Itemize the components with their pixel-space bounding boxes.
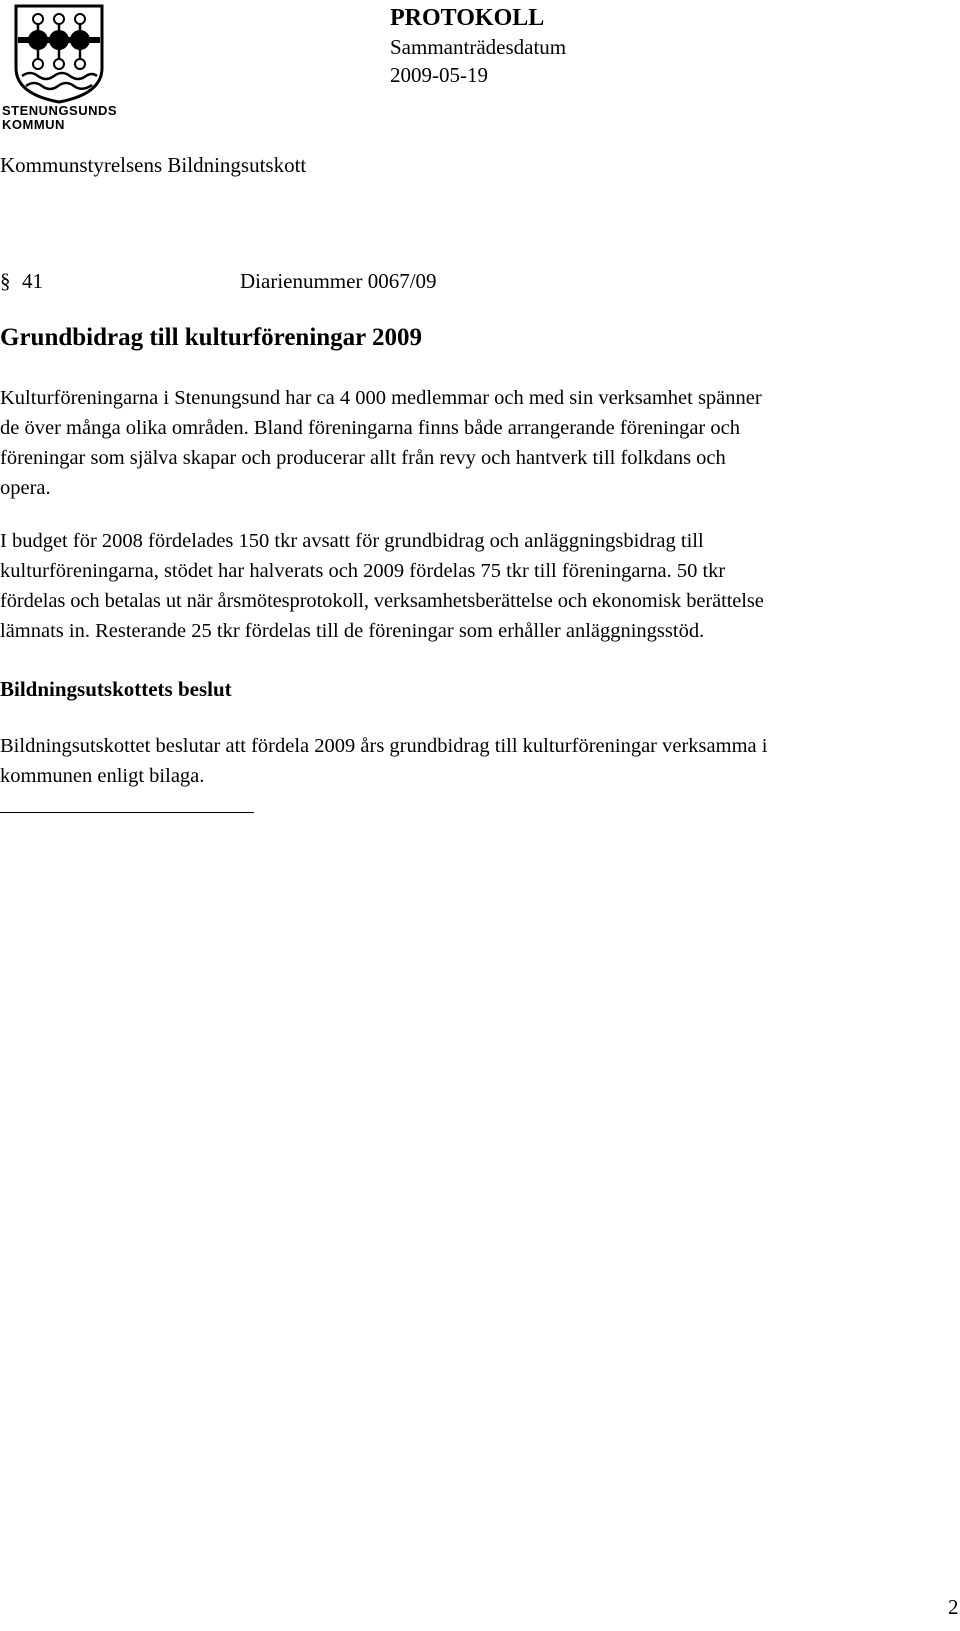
page-number: 2 xyxy=(948,1595,959,1619)
paragraph-line: lämnats in. Resterande 25 tkr fördelas till de föreningar som erhåller anläggningsstöd. xyxy=(0,620,705,642)
section-number: 41 xyxy=(22,269,43,293)
paragraph-line: Bildningsutskottet beslutar att fördela 2009 års grundbidrag till kulturföreningar verksamma i xyxy=(0,735,768,757)
logo-text-line1: STENUNGSUNDS xyxy=(2,103,118,118)
paragraph-line: föreningar som själva skapar och producerar allt från revy och hantverk till folkdans och xyxy=(0,447,726,469)
paragraph-background xyxy=(0,383,960,503)
section-sign: § xyxy=(0,269,11,293)
paragraph-line: fördelas och betalas ut när årsmötesprotokoll, verksamhetsberättelse och ekonomisk berättelse xyxy=(0,590,764,612)
committee-name: Kommunstyrelsens Bildningsutskott xyxy=(0,153,307,177)
page-title: Grundbidrag till kulturföreningar 2009 xyxy=(0,324,423,351)
municipal-logo xyxy=(2,2,120,134)
paragraph-decision xyxy=(0,731,960,791)
document-type: PROTOKOLL xyxy=(390,5,545,31)
paragraph-line: Kulturföreningarna i Stenungsund har ca 4 000 medlemmar och med sin verksamhet spänner xyxy=(0,387,762,409)
signature-rule xyxy=(0,812,254,813)
paragraph-line: opera. xyxy=(0,477,51,499)
meeting-date-label: Sammanträdesdatum xyxy=(390,35,567,59)
paragraph-line: kommunen enligt bilaga. xyxy=(0,765,205,787)
diary-number: Diarienummer 0067/09 xyxy=(240,269,437,293)
paragraph-line: de över många olika områden. Bland föreningarna finns både arrangerande föreningar och xyxy=(0,417,740,439)
paragraph-budget xyxy=(0,526,960,646)
decision-heading: Bildningsutskottets beslut xyxy=(0,677,232,701)
logo-text-line2: KOMMUN xyxy=(2,117,65,132)
paragraph-line: I budget för 2008 fördelades 150 tkr avsatt för grundbidrag och anläggningsbidrag till xyxy=(0,530,704,552)
municipal-coat-of-arms-icon xyxy=(2,2,120,104)
paragraph-line: kulturföreningarna, stödet har halverats och 2009 fördelas 75 tkr till föreningarna. 50 tkr xyxy=(0,560,726,582)
meeting-date: 2009-05-19 xyxy=(390,63,488,87)
